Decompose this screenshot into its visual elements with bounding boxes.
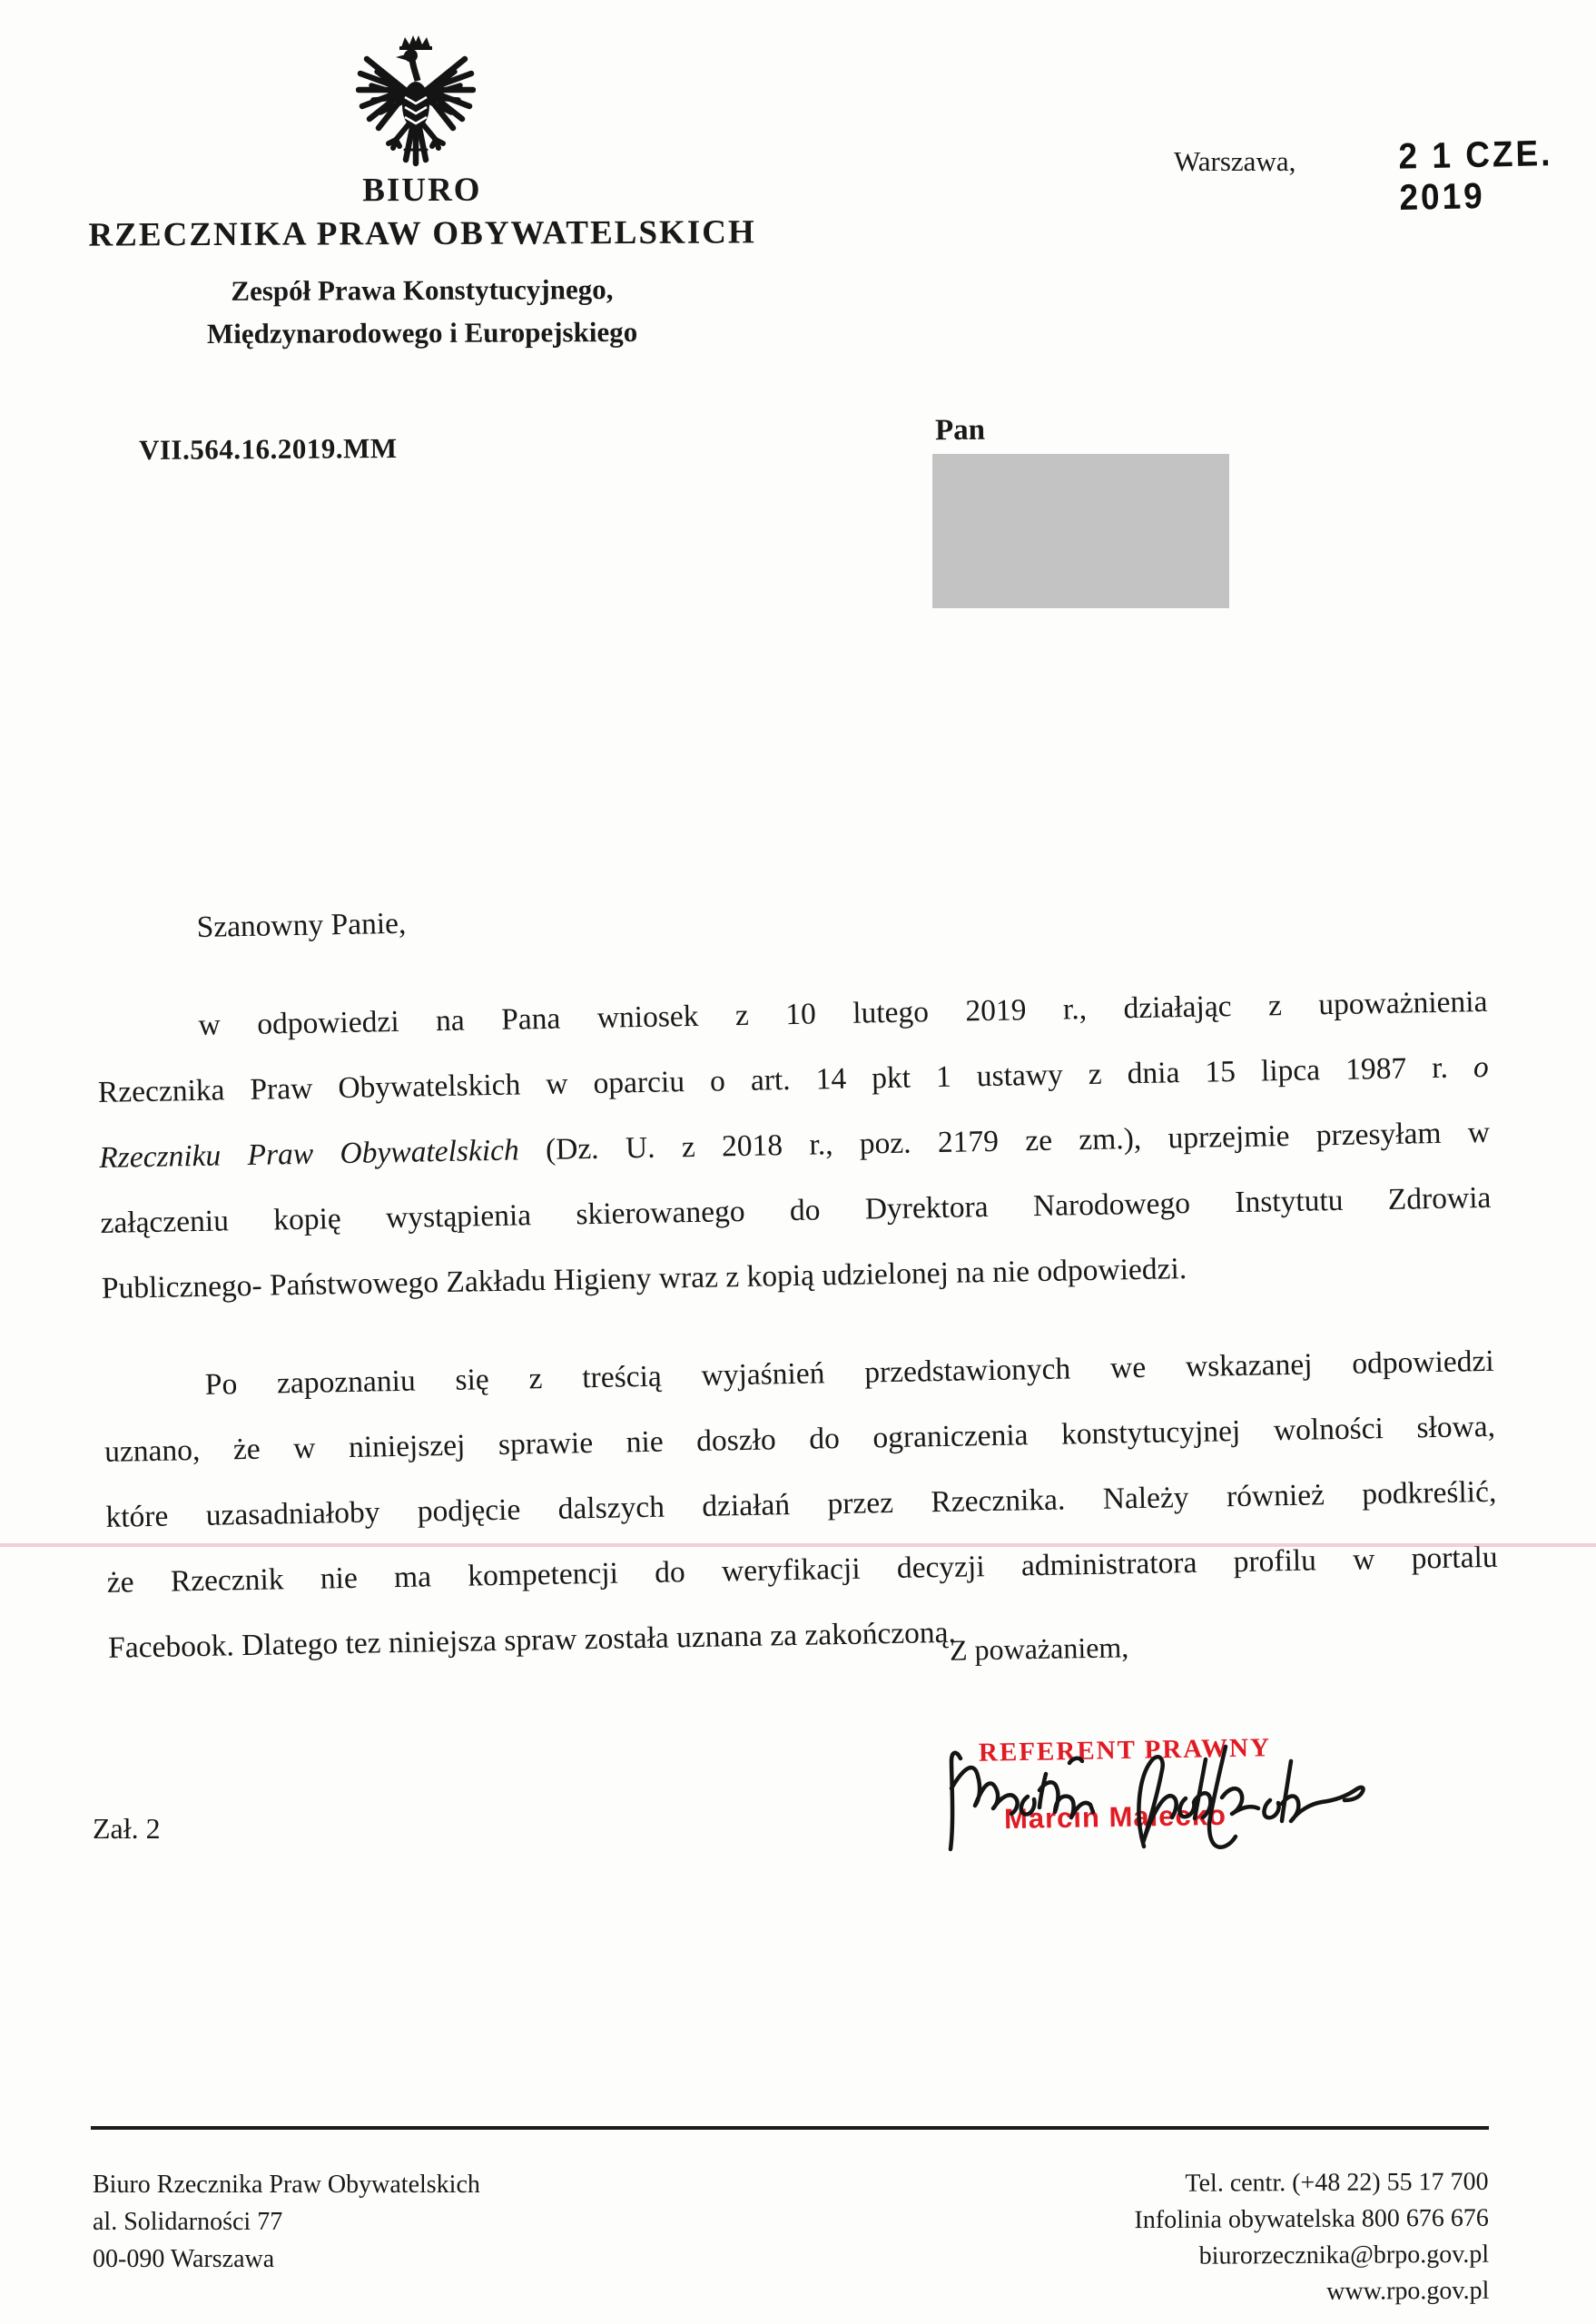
body-paragraph-1	[96, 970, 1493, 1322]
letterhead-team-line1: Zespół Prawa Konstytucyjnego,	[231, 273, 614, 307]
body-text: załączeniu kopię wystąpienia skierowanego do Dyrektora Narodowego Instytutu Zdrowia	[100, 1180, 1492, 1240]
body-text-italic: Rzeczniku Praw Obywatelskich	[98, 1133, 520, 1175]
attachments-note: Zał. 2	[93, 1812, 161, 1845]
footer-divider	[91, 2126, 1489, 2130]
body-text: Po zapoznaniu się z treścią wyjaśnień przedstawionych we wskazanej odpowiedzi	[204, 1344, 1494, 1402]
body-text: które uzasadniałoby podjęcie dalszych działań przez Rzecznika. Należy również podkreślić,	[105, 1474, 1497, 1534]
letterhead-team-line2: Międzynarodowego i Europejskiego	[206, 315, 638, 350]
footer-address-line: 00-090 Warszawa	[93, 2245, 275, 2273]
signature-stamp-name: Marcin Malecko	[1003, 1798, 1227, 1836]
body-text: Rzecznika Praw Obywatelskich w oparciu o art. 14 pkt 1 ustawy z dnia 15 lipca 1987 r.	[97, 1050, 1474, 1109]
salutation: Szanowny Panie,	[196, 906, 407, 944]
body-text: że Rzecznik nie ma kompetencji do weryfikacji decyzji administratora profilu w portalu	[106, 1540, 1498, 1600]
body-text-italic: o	[1473, 1049, 1490, 1085]
dateline-city: Warszawa,	[1174, 145, 1296, 177]
footer-address-line: Biuro Rzecznika Praw Obywatelskich	[93, 2171, 480, 2199]
closing-phrase: Z poważaniem,	[949, 1630, 1129, 1667]
body-text: w odpowiedzi na Pana wniosek z 10 lutego 2019 r., działając z upoważnienia	[198, 984, 1488, 1042]
footer-contact-line: www.rpo.gov.pl	[1326, 2276, 1490, 2306]
scan-artifact-line	[0, 1543, 1596, 1547]
footer-left	[93, 2166, 480, 2278]
letterhead-office-line1: BIURO	[362, 171, 482, 210]
body-paragraph-2	[103, 1329, 1499, 1681]
redacted-address-box	[932, 454, 1229, 608]
letterhead-team-name	[59, 267, 785, 355]
body-text: uznano, że w niniejszej sprawie nie doszło do ograniczenia konstytucyjnej wolności słowa,	[103, 1409, 1496, 1469]
body-text: Facebook. Dlatego tez niniejsza spraw została uznana za zakończoną.	[107, 1615, 957, 1665]
footer-contact-line: Tel. centr. (+48 22) 55 17 700	[1185, 2167, 1489, 2198]
reference-number: VII.564.16.2019.MM	[138, 432, 398, 466]
date-stamp: 2 1 CZE. 2019	[1398, 133, 1553, 218]
body-text: Publicznego- Państwowego Zakładu Higieny wraz z kopią udzielonej na nie odpowiedzi.	[101, 1252, 1187, 1305]
polish-eagle-emblem	[356, 33, 476, 171]
body-text: (Dz. U. z 2018 r., poz. 2179 ze zm.), uprzejmie przesyłam w	[518, 1115, 1491, 1167]
addressee-title: Pan	[934, 413, 986, 448]
letterhead-office-line2: RZECZNIKA PRAW OBYWATELSKICH	[88, 213, 756, 254]
footer-address-line: al. Solidarności 77	[93, 2208, 283, 2236]
letter-body	[94, 872, 1500, 1681]
signature-stamp-title: REFERENT PRAWNY	[978, 1733, 1272, 1768]
footer-right	[815, 2164, 1490, 2314]
letterhead-office-name	[59, 167, 785, 257]
footer-contact-line: biurorzecznika@brpo.gov.pl	[1198, 2240, 1490, 2270]
footer-contact-line: Infolinia obywatelska 800 676 676	[1134, 2203, 1489, 2235]
handwritten-signature	[933, 1709, 1387, 1881]
